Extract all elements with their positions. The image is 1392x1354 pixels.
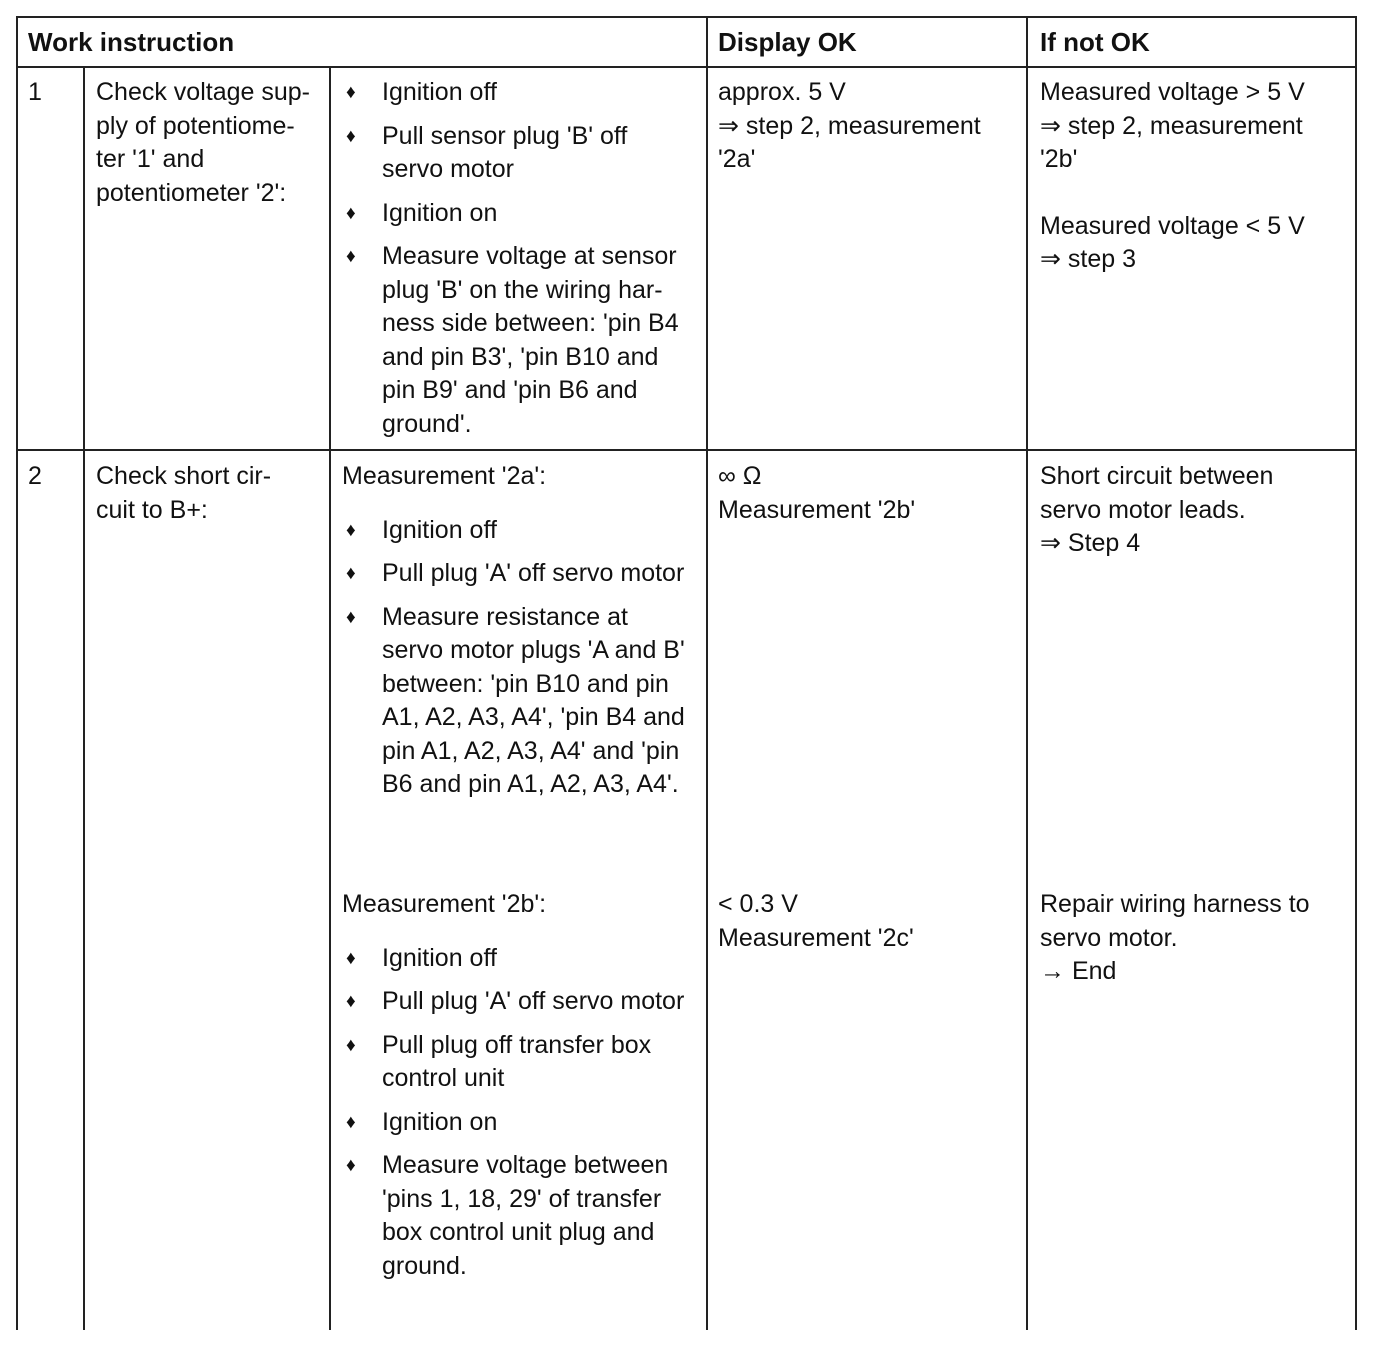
step-title [96,460,324,527]
column-divider [83,66,85,1330]
step-title-line: Check short cir- [96,462,272,490]
measurement-label: Measurement '2a': [342,462,547,490]
step-title-line: Check voltage sup- [96,78,311,106]
list-item: ♦ Ignition off [342,76,694,110]
column-divider [706,16,708,1330]
bullet-diamond-icon: ♦ [346,519,356,541]
display-ok-value: approx. 5 V ⇒ step 2, measurement '2a' [718,78,981,173]
display-ok-value: < 0.3 V Measurement '2c' [718,890,914,952]
bullet-diamond-icon: ♦ [346,563,356,584]
step-title-line: potentiometer '2': [96,178,287,207]
bullet-diamond-icon: ♦ [346,991,356,1012]
list-item: ♦ Measure voltage at sensor plug 'B' on the wiring har-ness side between: 'pin B4 and pin B3', 'pin B10 and pin B9' and 'pin B6 and ground'. [346,242,679,438]
list-item: ♦ Pull plug off transfer box control unit [346,1030,652,1092]
row-number: 2 [28,462,42,490]
column-divider [1026,16,1028,1330]
list-item: ♦ Ignition off [342,514,694,548]
step-title-line: cuit to B+: [96,495,208,524]
header-divider [16,66,1357,68]
bullet-diamond-icon: ♦ [346,1111,356,1133]
step-title-line: ter '1' and [96,145,205,173]
measurement-2a [342,460,694,812]
measurement-label: Measurement '2b': [342,890,547,918]
bullet-diamond-icon: ♦ [346,606,356,628]
display-ok-value: ∞ Ω Measurement '2b' [718,462,916,524]
list-item: ♦ Measure resistance at servo motor plugs 'A and B' between: 'pin B10 and pin A1, A2, A3, A4', 'pin B4 and pin A1, A2, A3, A4' and 'pin B6 and pin A1, A2, A3, A4'. [346,602,685,798]
row-number: 1 [28,78,42,106]
list-item: ♦ Measure voltage between 'pins 1, 18, 29' of transfer box control unit plug and ground. [346,1151,669,1280]
header-display-ok: Display OK [718,27,857,57]
if-not-ok-value: Measured voltage > 5 V ⇒ step 2, measurement '2b' Measured voltage < 5 V ⇒ step 3 [1040,78,1305,273]
bullet-diamond-icon: ♦ [346,246,356,267]
bullet-diamond-icon: ♦ [346,82,356,103]
if-not-ok-value: Repair wiring harness to servo motor. → End [1040,890,1310,985]
bullet-diamond-icon: ♦ [346,202,356,224]
bullet-diamond-icon: ♦ [346,947,356,969]
step-title-line: ply of potentiome- [96,111,295,140]
column-divider [329,66,331,1330]
list-item: ♦ Ignition off [342,942,694,976]
header-work-instruction: Work instruction [28,27,235,57]
header-if-not-ok: If not OK [1040,27,1150,57]
list-item: ♦ Ignition on [342,197,694,231]
list-item: ♦ Pull plug 'A' off servo motor [342,557,694,591]
list-item: ♦ Ignition on [342,1106,694,1140]
list-item: ♦ Pull plug 'A' off servo motor [342,985,694,1019]
step-title [96,76,324,210]
bullet-diamond-icon: ♦ [346,125,356,147]
bullet-diamond-icon: ♦ [346,1155,356,1176]
if-not-ok-value: Short circuit between servo motor leads. ⇒ Step 4 [1040,462,1274,557]
bullet-diamond-icon: ♦ [346,1034,356,1056]
instruction-list [342,76,694,451]
measurement-2b [342,888,694,1293]
list-item: ♦ Pull sensor plug 'B' off servo motor [346,121,628,183]
